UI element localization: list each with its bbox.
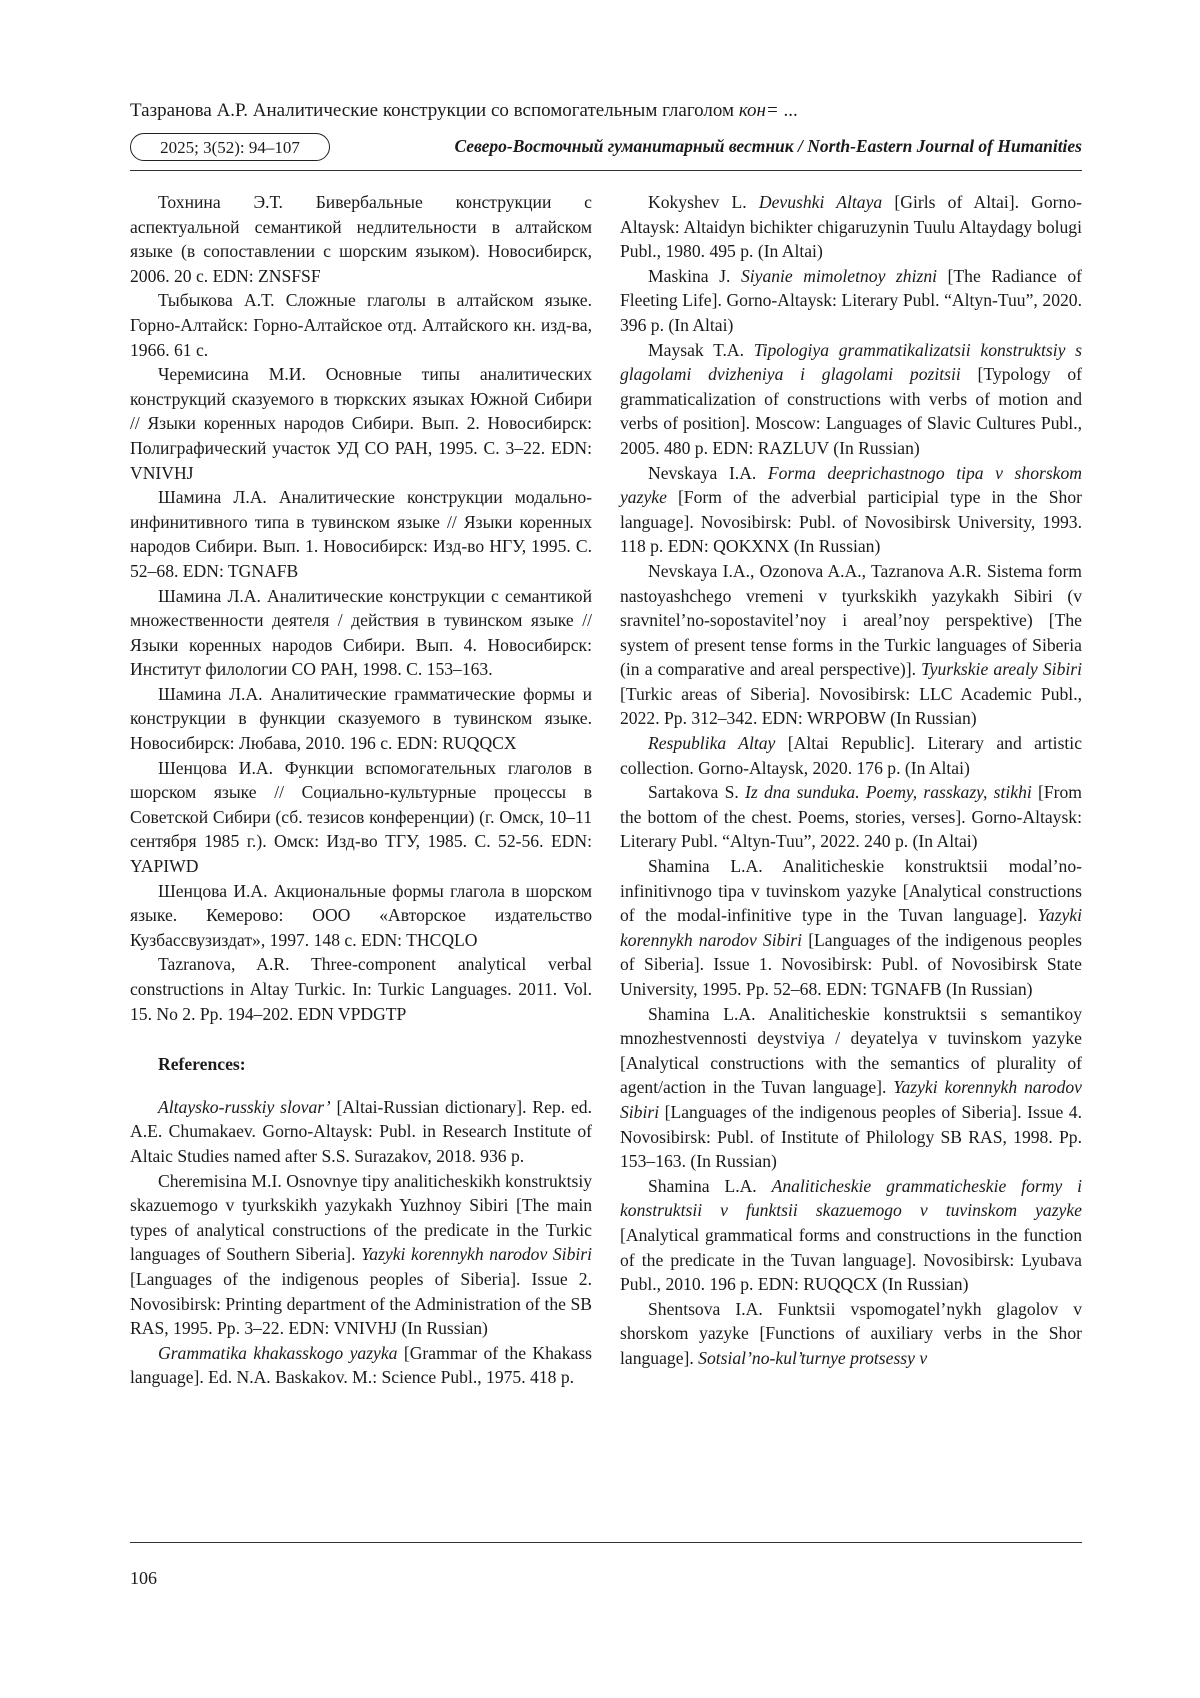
references-heading: References: — [158, 1054, 246, 1075]
reference-entry: Tazranova, A.R. Three-component analytical verbal constructions in Altay Turkic. In: Turkic Languages. 2011. Vol. 15. No 2. Pp. 194–202. EDN VPDGTP — [130, 954, 592, 1024]
header-divider — [130, 170, 1082, 171]
reference-entry: Shentsova I.A. Funktsii vspomogatel’nykh glagolov v shorskom yazyke [Functions of auxiliary verbs in the Shor language]. Sotsial’no-kul’turnye protsessy v — [620, 1298, 1082, 1368]
reference-entry: Шамина Л.А. Аналитические конструкции модально-инфинитивного типа в тувинском языке // Языки коренных народов Сибири. Вып. 1. Новосибирск: Изд-во НГУ, 1995. С. 52–68. EDN: TGNAFB — [130, 487, 592, 581]
left-column — [130, 190, 592, 1390]
reference-entry: Shamina L.A. Analiticheskie konstruktsii modal’no-infinitivnogo tipa v tuvinskom yazyke [Analytical constructions of the modal-infinitive type in the Tuvan language]. Yazyki korennykh narodov Sibiri [Languages of the indigenous peoples of Siberia]. Issue 1. Novosibirsk: Publ. of Novosibirsk State University, 1995. Pp. 52–68. EDN: TGNAFB (In Russian) — [620, 856, 1082, 999]
reference-entry: Altaysko-russkiy slovar’ [Altai-Russian dictionary]. Rep. ed. A.E. Chumakaev. Gorno-Altaysk: Publ. in Research Institute of Altaic Studies named after S.S. Surazakov, 2018. 936 p. — [130, 1096, 592, 1166]
reference-entry: Тохнина Э.Т. Бивербальные конструкции с аспектуальной семантикой недлительности в алтайском языке (в сопоставлении с шорским языком). Новосибирск, 2006. 20 с. EDN: ZNSFSF — [130, 192, 592, 286]
reference-entry: Nevskaya I.A., Ozonova A.A., Tazranova A.R. Sistema form nastoyashchego vremeni v tyurkskikh yazykakh Sibiri (v sravnitel’no-sopostavitel’noy i areal’noy perspektive) [The system of present tense forms in the Turkic languages of Siberia (in a comparative and areal perspective)]. Tyurkskie arealy Sibiri [Turkic areas of Siberia]. Novosibirsk: LLC Academic Publ., 2022. Pp. 312–342. EDN: WRPOBW (In Russian) — [620, 560, 1082, 729]
reference-entry: Шенцова И.А. Функции вспомогательных глаголов в шорском языке // Социально-культурные процессы в Советской Сибири (сб. тезисов конференции) (г. Омск, 10–11 сентября 1985 г.). Омск: Изд-во ТГУ, 1985. С. 52-56. EDN: YAPIWD — [130, 757, 592, 877]
footer-divider — [130, 1542, 1082, 1543]
reference-entry: Shamina L.A. Analiticheskie grammaticheskie formy i konstruktsii v funktsii skazuemogo v tuvinskom yazyke [Analytical grammatical forms and constructions in the function of the predicate in the Tuvan language]. Novosibirsk: Lyubava Publ., 2010. 196 p. EDN: RUQQCX (In Russian) — [620, 1175, 1082, 1295]
reference-entry: Shamina L.A. Analiticheskie konstruktsii s semantikoy mnozhestvennosti deystviya / deyatelya v tuvinskom yazyke [Analytical constructions with the semantics of plurality of agent/action in the Tuvan language]. Yazyki korennykh narodov Sibiri [Languages of the indigenous peoples of Siberia]. Issue 4. Novosibirsk: Publ. of Institute of Philology SB RAS, 1998. Pp. 153–163. (In Russian) — [620, 1003, 1082, 1172]
reference-entry: Maskina J. Siyanie mimoletnoy zhizni [The Radiance of Fleeting Life]. Gorno-Altaysk: Literary Publ. “Altyn-Tuu”, 2020. 396 p. (In Altai) — [620, 265, 1082, 335]
issue-badge: 2025; 3(52): 94–107 — [130, 133, 330, 161]
reference-entry: Sartakova S. Iz dna sunduka. Poemy, rasskazy, stikhi [From the bottom of the chest. Poems, stories, verses]. Gorno-Altaysk: Literary Publ. “Altyn-Tuu”, 2022. 240 p. (In Altai) — [620, 782, 1082, 852]
right-column — [620, 190, 1082, 1371]
reference-entry: Nevskaya I.A. Forma deeprichastnogo tipa v shorskom yazyke [Form of the adverbial participial type in the Shor language]. Novosibirsk: Publ. of Novosibirsk University, 1993. 118 p. EDN: QOKXNX (In Russian) — [620, 462, 1082, 557]
reference-entry: Шамина Л.А. Аналитические грамматические формы и конструкции в функции сказуемого в тувинском языке. Новосибирск: Любава, 2010. 196 с. EDN: RUQQCX — [130, 683, 592, 754]
reference-entry: Grammatika khakasskogo yazyka [Grammar of the Khakass language]. Ed. N.A. Baskakov. M.: Science Publ., 1975. 418 p. — [130, 1342, 592, 1388]
reference-entry: Cheremisina M.I. Osnovnye tipy analiticheskikh konstruktsiy skazuemogo v tyurkskikh yazykakh Yuzhnoy Sibiri [The main types of analytical constructions of the predicate in the Turkic languages of Southern Siberia]. Yazyki korennykh narodov Sibiri [Languages of the indigenous peoples of Siberia]. Issue 2. Novosibirsk: Printing department of the Administration of the SB RAS, 1995. Pp. 3–22. EDN: VNIVHJ (In Russian) — [130, 1170, 592, 1339]
reference-entry: Шенцова И.А. Акциональные формы глагола в шорском языке. Кемерово: ООО «Авторское издательство Кузбассвузиздат», 1997. 148 с. EDN: THCQLO — [130, 880, 592, 950]
journal-name: Северо-Восточный гуманитарный вестник / North-Eastern Journal of Humanities — [454, 136, 1082, 156]
reference-entry: Шамина Л.А. Аналитические конструкции с семантикой множественности деятеля / действия в тувинском языке // Языки коренных народов Сибири. Вып. 4. Новосибирск: Институт филологии СО РАН, 1998. С. 153–163. — [130, 585, 592, 680]
running-title: Тазранова А.Р. Аналитические конструкции со вспомогательным глаголом кон= ... — [130, 100, 798, 121]
reference-entry: Черемисина М.И. Основные типы аналитических конструкций сказуемого в тюркских языках Южной Сибири // Языки коренных народов Сибири. Вып. 2. Новосибирск: Полиграфический участок УД СО РАН, 1995. С. 3–22. EDN: VNIVHJ — [130, 364, 592, 483]
reference-entry: Тыбыкова А.Т. Сложные глаголы в алтайском языке. Горно-Алтайск: Горно-Алтайское отд. Алтайского кн. изд-ва, 1966. 61 с. — [130, 290, 592, 360]
reference-entry: Maysak T.A. Tipologiya grammatikalizatsii konstruktsiy s glagolami dvizheniya i glagolami pozitsii [Typology of grammaticalization of constructions with verbs of motion and verbs of position]. Moscow: Languages of Slavic Cultures Publ., 2005. 480 p. EDN: RAZLUV (In Russian) — [620, 339, 1082, 458]
journal-bar — [130, 133, 1082, 163]
page-number: 106 — [130, 1568, 157, 1588]
reference-entry: Kokyshev L. Devushki Altaya [Girls of Altai]. Gorno-Altaysk: Altaidyn bichikter chigaruzynin Tuulu Altaydagy bolugi Publ., 1980. 495 p. (In Altai) — [620, 192, 1082, 262]
reference-entry: Respublika Altay [Altai Republic]. Literary and artistic collection. Gorno-Altaysk, 2020. 176 p. (In Altai) — [620, 733, 1082, 778]
